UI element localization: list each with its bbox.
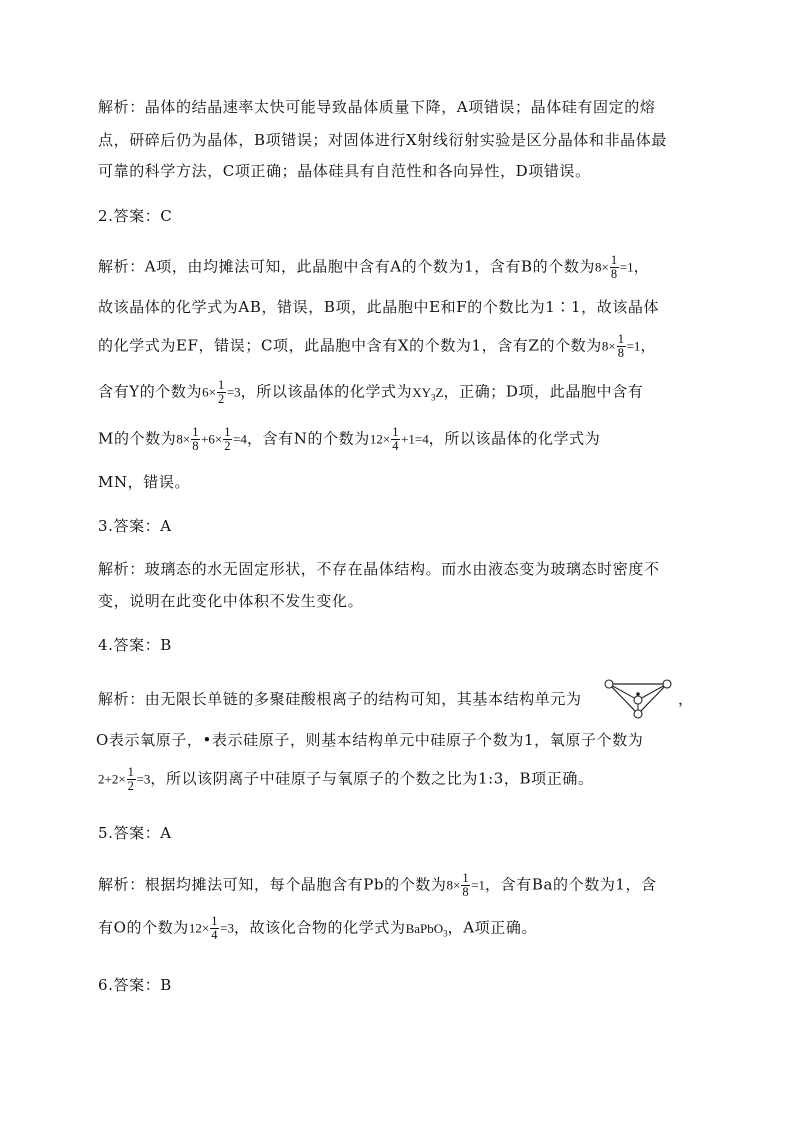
q4-analysis-line-2: O表示氧原子，•表示硅原子，则基本结构单元中硅原子个数为1，氧原子个数为 bbox=[96, 731, 644, 749]
answer-6: 6.答案：B bbox=[98, 976, 172, 994]
oxygen-atom bbox=[634, 710, 642, 718]
bond-line bbox=[638, 684, 667, 700]
fraction-one-quarter bbox=[210, 915, 219, 942]
q2-line3-text: 的化学式为EF，错误；C项，此晶胞中含有X的个数为1，含有Z的个数为 bbox=[98, 336, 602, 355]
q5-line2-text-b: ，故该化合物的化学式为 bbox=[233, 918, 406, 937]
fraction-one-eighth bbox=[617, 333, 626, 360]
fraction-numerator: 1 bbox=[392, 425, 400, 439]
q5-line1-math-pre: 8× bbox=[446, 877, 461, 893]
fraction-one-half bbox=[127, 766, 136, 793]
q2-line4-math-pre: 6× bbox=[202, 384, 216, 400]
q5-line2-math-post: =3 bbox=[220, 920, 234, 936]
answer-2: 2.答案：C bbox=[98, 207, 173, 225]
q2-line3-end: ， bbox=[640, 336, 657, 355]
q2-line5-math-pre: 8× bbox=[176, 431, 191, 447]
q2-line4-text-a: 含有Y的个数为 bbox=[98, 382, 203, 401]
fraction-numerator: 1 bbox=[462, 871, 470, 885]
q4-line3-text: ，所以该阴离子中硅原子与氧原子的个数之比为1:3，B项正确。 bbox=[150, 769, 594, 788]
fraction-denominator: 4 bbox=[211, 928, 219, 942]
oxygen-atom bbox=[605, 680, 613, 688]
fraction-numerator: 1 bbox=[610, 253, 618, 267]
q2-analysis-line-2: 故该晶体的化学式为AB，错误，B项，此晶胞中E和F的个数比为1∶1，故该晶体 bbox=[98, 298, 660, 316]
q1-analysis-line-3: 可靠的科学方法，C项正确；晶体硅具有自范性和各向异性，D项错误。 bbox=[98, 162, 591, 180]
answer-3: 3.答案：A bbox=[98, 517, 172, 535]
q2-line5-math-post: =4 bbox=[233, 431, 247, 447]
bond-line bbox=[609, 684, 638, 700]
q5-line2-text-c: ，A项正确。 bbox=[447, 918, 538, 937]
fraction-denominator: 4 bbox=[392, 439, 400, 453]
fraction-denominator: 2 bbox=[127, 779, 135, 793]
q5-line2-math-pre: 12× bbox=[188, 920, 210, 936]
q5-line1-text-a: 解析：根据均摊法可知，每个晶胞含有Pb的个数为 bbox=[98, 875, 447, 894]
fraction-one-quarter bbox=[391, 426, 400, 453]
fraction-denominator: 2 bbox=[217, 392, 225, 406]
q2-line1-end: ， bbox=[633, 257, 650, 276]
fraction-numerator: 1 bbox=[211, 914, 219, 928]
q2-line5-math-mid: +6× bbox=[201, 431, 223, 447]
q2-line1-text: 解析：A项，由均摊法可知，此晶胞中含有A的个数为1，含有B的个数为 bbox=[98, 257, 596, 276]
q2-line1-math-post: =1 bbox=[619, 259, 634, 275]
fraction-one-half bbox=[217, 379, 226, 406]
q2-line4-text-b: ，所以该晶体的化学式为 bbox=[240, 382, 413, 401]
q2-line4-math-post: =3 bbox=[226, 384, 241, 400]
fraction-denominator: 8 bbox=[192, 439, 200, 453]
fraction-one-eighth bbox=[461, 872, 470, 899]
q2-line3-math-pre: 8× bbox=[601, 338, 616, 354]
q2-line5-math2-pre: 12× bbox=[369, 431, 391, 447]
formula-main: BaPbO bbox=[405, 920, 444, 936]
q2-analysis-line-4 bbox=[98, 379, 643, 406]
q4-line3-math-pre: 2+2× bbox=[98, 771, 126, 787]
fraction-numerator: 1 bbox=[192, 425, 200, 439]
q4-line3-math-post: =3 bbox=[136, 771, 151, 787]
q2-analysis-line-5 bbox=[98, 426, 600, 453]
q4-line1-text: 解析：由无限长单链的多聚硅酸根离子的结构可知，其基本结构单元为 bbox=[98, 690, 582, 708]
fraction-numerator: 1 bbox=[217, 378, 225, 392]
fraction-one-half bbox=[223, 426, 232, 453]
silicate-unit-figure bbox=[603, 678, 681, 720]
oxygen-atom bbox=[634, 696, 642, 704]
formula-main: XY bbox=[412, 384, 432, 400]
q2-line1-math-pre: 8× bbox=[595, 259, 609, 275]
fraction-numerator: 1 bbox=[127, 765, 135, 779]
q2-line5-math2-post: +1=4 bbox=[401, 431, 429, 447]
q2-line3-math-post: =1 bbox=[626, 338, 641, 354]
formula-xy3z bbox=[412, 384, 444, 403]
q3-analysis-line-2: 变，说明在此变化中体积不发生变化。 bbox=[98, 592, 364, 610]
q4-analysis-line-1 bbox=[98, 688, 582, 709]
formula-bapbo3 bbox=[405, 920, 448, 939]
q2-analysis-line-1 bbox=[98, 254, 649, 281]
q2-analysis-line-3 bbox=[98, 333, 656, 360]
q4-analysis-line-3 bbox=[98, 766, 594, 793]
q2-line5-text-a: M的个数为 bbox=[98, 429, 177, 448]
q5-line1-math-post: =1 bbox=[471, 877, 486, 893]
q5-line1-text-b: ，含有Ba的个数为1，含 bbox=[485, 875, 657, 894]
fraction-numerator: 1 bbox=[224, 425, 232, 439]
answer-4: 4.答案：B bbox=[98, 636, 172, 654]
q5-line2-text-a: 有O的个数为 bbox=[98, 918, 189, 937]
fraction-denominator: 8 bbox=[610, 267, 618, 281]
q2-line4-text-c: ，正确；D项，此晶胞中含有 bbox=[443, 382, 644, 401]
fraction-denominator: 8 bbox=[617, 346, 625, 360]
fraction-denominator: 8 bbox=[462, 885, 470, 899]
q5-analysis-line-2 bbox=[98, 915, 537, 942]
q5-analysis-line-1 bbox=[98, 872, 657, 899]
formula-subscript: 3 bbox=[431, 392, 436, 403]
oxygen-atom bbox=[663, 680, 671, 688]
fraction-one-eighth bbox=[610, 254, 619, 281]
answer-5: 5.答案：A bbox=[98, 824, 172, 842]
q1-analysis-line-1: 解析：晶体的结晶速率太快可能导致晶体质量下降，A项错误；晶体硅有固定的熔 bbox=[98, 98, 656, 116]
silicon-atom bbox=[636, 692, 640, 696]
fraction-numerator: 1 bbox=[617, 332, 625, 346]
q4-line1-end: ， bbox=[678, 690, 694, 708]
fraction-one-eighth bbox=[191, 426, 200, 453]
formula-subscript: 3 bbox=[443, 928, 448, 939]
q2-line5-text-b: ，含有N的个数为 bbox=[246, 429, 370, 448]
formula-tail: Z bbox=[435, 384, 444, 400]
fraction-denominator: 2 bbox=[224, 439, 232, 453]
q1-analysis-line-2: 点，研碎后仍为晶体，B项错误；对固体进行X射线衍射实验是区分晶体和非晶体最 bbox=[98, 131, 667, 149]
q2-analysis-line-6: MN，错误。 bbox=[98, 473, 191, 491]
q3-analysis-line-1: 解析：玻璃态的水无固定形状，不存在晶体结构。而水由液态变为玻璃态时密度不 bbox=[98, 560, 660, 578]
q2-line5-text-c: ，所以该晶体的化学式为 bbox=[428, 429, 601, 448]
